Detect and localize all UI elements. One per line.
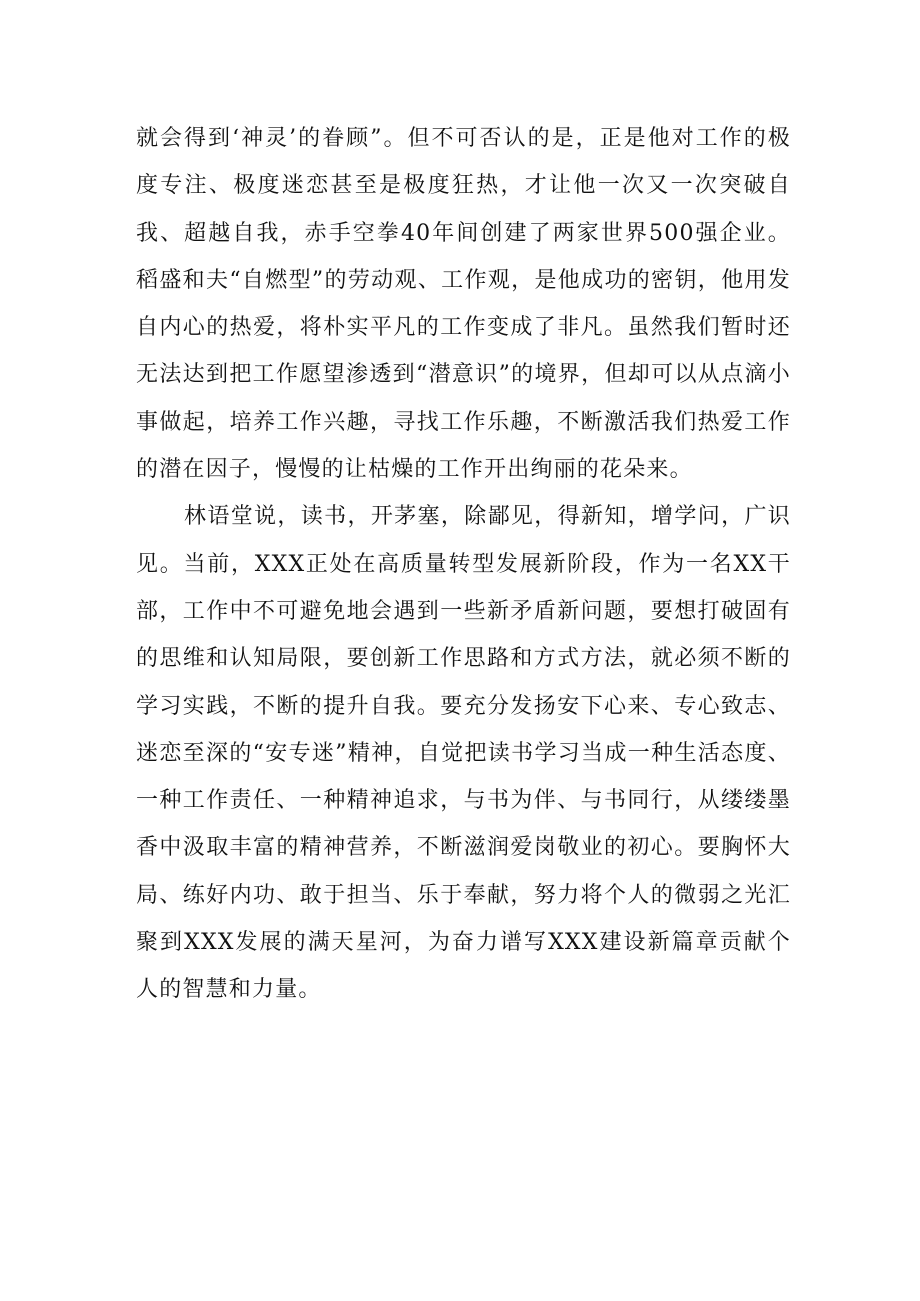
paragraph-continued: 就会得到‘神灵’的眷顾”。但不可否认的是，正是他对工作的极度专注、极度迷恋甚至是极度狂热，才让他一次又一次突破自我、超越自我，赤手空拳40年间创建了两家世界500强企业。稻盛和夫“自燃型”的劳动观、工作观，是他成功的密钥，他用发自内心的热爱，将朴实平凡的工作变成了非凡。虽然我们暂时还无法达到把工作愿望渗透到“潜意识”的境界，但却可以从点滴小事做起，培养工作兴趣，寻找工作乐趣，不断激活我们热爱工作的潜在因子，慢慢的让枯燥的工作开出绚丽的花朵来。 — [136, 126, 791, 483]
document-body — [136, 115, 791, 1014]
paragraph-lin-yutang: 林语堂说，读书，开茅塞，除鄙见，得新知，增学问，广识见。当前，XXX正处在高质量转型发展新阶段，作为一名XX干部，工作中不可避免地会遇到一些新矛盾新问题，要想打破固有的思维和认知局限，要创新工作思路和方式方法，就必须不断的学习实践，不断的提升自我。要充分发扬安下心来、专心致志、迷恋至深的“安专迷”精神，自觉把读书学习当成一种生活态度、一种工作责任、一种精神追求，与书为伴、与书同行，从缕缕墨香中汲取丰富的精神营养，不断滋润爱岗敬业的初心。要胸怀大局、练好内功、敢于担当、乐于奉献，努力将个人的微弱之光汇聚到XXX发展的满天星河，为奋力谱写XXX建设新篇章贡献个人的智慧和力量。 — [136, 504, 791, 1003]
